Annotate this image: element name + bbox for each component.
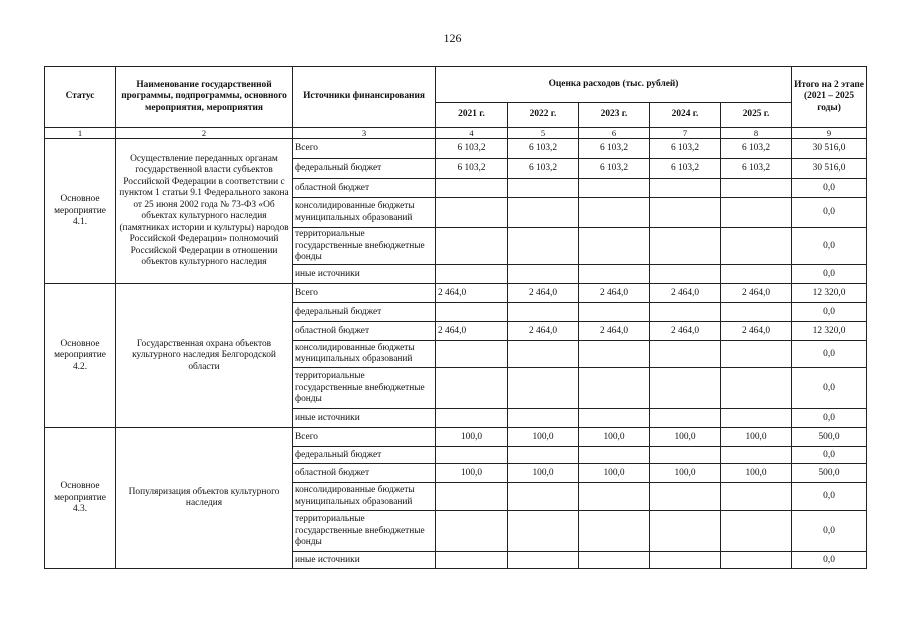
funding-source-cell: консолидированные бюджеты муниципальных образований bbox=[293, 483, 436, 511]
year-value-cell bbox=[436, 228, 508, 265]
activity-name-cell: Осуществление переданных органам государственной власти субъектов Российской Федерации в соответствии с пунктом 1 статьи 9.1 Федерального закона от 25 июня 2002 года № 73-ФЗ «Об объектах культурного наследия (памятниках истории и культуры) народов Российской Федерации» полномочий Российской Федерации в отношении объектов культурного наследия bbox=[116, 139, 293, 284]
year-value-cell bbox=[721, 447, 792, 464]
year-value-cell: 6 103,2 bbox=[436, 159, 508, 179]
header-year: 2023 г. bbox=[579, 103, 650, 128]
total-value-cell: 0,0 bbox=[792, 511, 867, 552]
year-value-cell bbox=[436, 447, 508, 464]
year-value-cell: 6 103,2 bbox=[508, 159, 579, 179]
activity-name-cell: Государственная охрана объектов культурного наследия Белгородской области bbox=[116, 284, 293, 428]
year-value-cell bbox=[436, 265, 508, 284]
header-sources: Источники финансирования bbox=[293, 67, 436, 128]
status-cell: Основное мероприятие 4.3. bbox=[45, 428, 116, 569]
year-value-cell bbox=[721, 511, 792, 552]
year-value-cell bbox=[650, 409, 721, 428]
year-value-cell bbox=[508, 409, 579, 428]
year-value-cell bbox=[721, 179, 792, 198]
year-value-cell: 100,0 bbox=[436, 464, 508, 483]
column-number: 5 bbox=[508, 128, 579, 139]
year-value-cell bbox=[508, 265, 579, 284]
activity-name-cell: Популяризация объектов культурного наследия bbox=[116, 428, 293, 569]
total-value-cell: 0,0 bbox=[792, 198, 867, 228]
column-number: 9 bbox=[792, 128, 867, 139]
year-value-cell bbox=[579, 179, 650, 198]
year-value-cell bbox=[650, 511, 721, 552]
year-value-cell bbox=[436, 511, 508, 552]
year-value-cell bbox=[579, 511, 650, 552]
total-value-cell: 0,0 bbox=[792, 228, 867, 265]
total-value-cell: 0,0 bbox=[792, 341, 867, 368]
year-value-cell bbox=[579, 483, 650, 511]
year-value-cell bbox=[508, 368, 579, 409]
funding-source-cell: Всего bbox=[293, 284, 436, 303]
year-value-cell: 100,0 bbox=[579, 464, 650, 483]
table-row bbox=[45, 284, 867, 303]
year-value-cell: 6 103,2 bbox=[650, 159, 721, 179]
year-value-cell: 2 464,0 bbox=[508, 322, 579, 341]
year-value-cell bbox=[436, 198, 508, 228]
year-value-cell bbox=[721, 303, 792, 322]
year-value-cell bbox=[650, 483, 721, 511]
funding-source-cell: федеральный бюджет bbox=[293, 447, 436, 464]
column-number: 4 bbox=[436, 128, 508, 139]
year-value-cell bbox=[508, 179, 579, 198]
year-value-cell bbox=[508, 341, 579, 368]
total-value-cell: 0,0 bbox=[792, 179, 867, 198]
total-value-cell: 0,0 bbox=[792, 552, 867, 569]
header-estimate: Оценка расходов (тыс. рублей) bbox=[436, 67, 792, 103]
year-value-cell bbox=[650, 198, 721, 228]
year-value-cell bbox=[721, 265, 792, 284]
funding-source-cell: иные источники bbox=[293, 409, 436, 428]
year-value-cell bbox=[650, 368, 721, 409]
funding-source-cell: территориальные государственные внебюджетные фонды bbox=[293, 368, 436, 409]
year-value-cell: 2 464,0 bbox=[579, 322, 650, 341]
year-value-cell: 100,0 bbox=[721, 428, 792, 447]
year-value-cell bbox=[436, 341, 508, 368]
year-value-cell bbox=[579, 447, 650, 464]
funding-source-cell: территориальные государственные внебюджетные фонды bbox=[293, 228, 436, 265]
year-value-cell: 6 103,2 bbox=[436, 139, 508, 159]
table-body bbox=[45, 139, 867, 569]
year-value-cell bbox=[721, 483, 792, 511]
column-number: 3 bbox=[293, 128, 436, 139]
year-value-cell: 2 464,0 bbox=[436, 284, 508, 303]
year-value-cell bbox=[579, 552, 650, 569]
year-value-cell bbox=[721, 198, 792, 228]
status-cell: Основное мероприятие 4.1. bbox=[45, 139, 116, 284]
column-number: 6 bbox=[579, 128, 650, 139]
total-value-cell: 12 320,0 bbox=[792, 284, 867, 303]
column-number: 7 bbox=[650, 128, 721, 139]
table-row bbox=[45, 428, 867, 447]
total-value-cell: 0,0 bbox=[792, 409, 867, 428]
funding-source-cell: иные источники bbox=[293, 265, 436, 284]
year-value-cell: 100,0 bbox=[579, 428, 650, 447]
year-value-cell: 6 103,2 bbox=[721, 139, 792, 159]
year-value-cell: 2 464,0 bbox=[579, 284, 650, 303]
funding-source-cell: территориальные государственные внебюджетные фонды bbox=[293, 511, 436, 552]
funding-source-cell: областной бюджет bbox=[293, 464, 436, 483]
funding-source-cell: федеральный бюджет bbox=[293, 303, 436, 322]
year-value-cell bbox=[579, 198, 650, 228]
year-value-cell bbox=[721, 341, 792, 368]
header-name: Наименование государственной программы, подпрограммы, основного мероприятия, мероприятия bbox=[116, 67, 293, 128]
page-number: 126 bbox=[443, 31, 462, 45]
year-value-cell bbox=[650, 265, 721, 284]
year-value-cell: 2 464,0 bbox=[436, 322, 508, 341]
year-value-cell bbox=[579, 265, 650, 284]
year-value-cell bbox=[508, 511, 579, 552]
total-value-cell: 30 516,0 bbox=[792, 159, 867, 179]
header-year: 2021 г. bbox=[436, 103, 508, 128]
total-value-cell: 30 516,0 bbox=[792, 139, 867, 159]
year-value-cell bbox=[650, 303, 721, 322]
year-value-cell: 2 464,0 bbox=[650, 284, 721, 303]
year-value-cell bbox=[579, 409, 650, 428]
budget-table bbox=[44, 66, 867, 569]
funding-source-cell: Всего bbox=[293, 139, 436, 159]
year-value-cell: 100,0 bbox=[721, 464, 792, 483]
funding-source-cell: консолидированные бюджеты муниципальных образований bbox=[293, 198, 436, 228]
header-status: Статус bbox=[45, 67, 116, 128]
column-number: 2 bbox=[116, 128, 293, 139]
table-row bbox=[45, 139, 867, 159]
total-value-cell: 500,0 bbox=[792, 428, 867, 447]
year-value-cell: 2 464,0 bbox=[508, 284, 579, 303]
year-value-cell bbox=[436, 368, 508, 409]
year-value-cell: 6 103,2 bbox=[579, 139, 650, 159]
year-value-cell bbox=[650, 447, 721, 464]
status-cell: Основное мероприятие 4.2. bbox=[45, 284, 116, 428]
year-value-cell bbox=[436, 179, 508, 198]
total-value-cell: 0,0 bbox=[792, 483, 867, 511]
year-value-cell bbox=[650, 341, 721, 368]
year-value-cell bbox=[579, 303, 650, 322]
year-value-cell bbox=[436, 552, 508, 569]
year-value-cell bbox=[508, 198, 579, 228]
year-value-cell bbox=[721, 228, 792, 265]
column-number: 8 bbox=[721, 128, 792, 139]
year-value-cell bbox=[650, 179, 721, 198]
total-value-cell: 0,0 bbox=[792, 447, 867, 464]
year-value-cell bbox=[508, 552, 579, 569]
year-value-cell bbox=[436, 303, 508, 322]
year-value-cell bbox=[508, 483, 579, 511]
total-value-cell: 0,0 bbox=[792, 303, 867, 322]
year-value-cell bbox=[508, 447, 579, 464]
year-value-cell bbox=[650, 552, 721, 569]
total-value-cell: 12 320,0 bbox=[792, 322, 867, 341]
total-value-cell: 0,0 bbox=[792, 368, 867, 409]
year-value-cell: 6 103,2 bbox=[579, 159, 650, 179]
header-year: 2022 г. bbox=[508, 103, 579, 128]
year-value-cell: 100,0 bbox=[508, 464, 579, 483]
year-value-cell bbox=[650, 228, 721, 265]
column-number: 1 bbox=[45, 128, 116, 139]
year-value-cell bbox=[579, 368, 650, 409]
header-year: 2025 г. bbox=[721, 103, 792, 128]
funding-source-cell: федеральный бюджет bbox=[293, 159, 436, 179]
year-value-cell: 100,0 bbox=[650, 464, 721, 483]
year-value-cell bbox=[579, 341, 650, 368]
year-value-cell bbox=[508, 228, 579, 265]
year-value-cell: 100,0 bbox=[650, 428, 721, 447]
year-value-cell bbox=[721, 552, 792, 569]
year-value-cell: 6 103,2 bbox=[508, 139, 579, 159]
year-value-cell: 2 464,0 bbox=[721, 322, 792, 341]
year-value-cell: 6 103,2 bbox=[650, 139, 721, 159]
year-value-cell bbox=[436, 483, 508, 511]
year-value-cell: 2 464,0 bbox=[650, 322, 721, 341]
funding-source-cell: областной бюджет bbox=[293, 179, 436, 198]
funding-source-cell: Всего bbox=[293, 428, 436, 447]
year-value-cell bbox=[579, 228, 650, 265]
funding-source-cell: консолидированные бюджеты муниципальных образований bbox=[293, 341, 436, 368]
year-value-cell: 100,0 bbox=[436, 428, 508, 447]
year-value-cell: 6 103,2 bbox=[721, 159, 792, 179]
year-value-cell bbox=[508, 303, 579, 322]
year-value-cell bbox=[436, 409, 508, 428]
header-year: 2024 г. bbox=[650, 103, 721, 128]
header-total: Итого на 2 этапе (2021 – 2025 годы) bbox=[792, 67, 867, 128]
year-value-cell: 100,0 bbox=[508, 428, 579, 447]
year-value-cell: 2 464,0 bbox=[721, 284, 792, 303]
year-value-cell bbox=[721, 409, 792, 428]
total-value-cell: 0,0 bbox=[792, 265, 867, 284]
funding-source-cell: иные источники bbox=[293, 552, 436, 569]
funding-source-cell: областной бюджет bbox=[293, 322, 436, 341]
year-value-cell bbox=[721, 368, 792, 409]
total-value-cell: 500,0 bbox=[792, 464, 867, 483]
